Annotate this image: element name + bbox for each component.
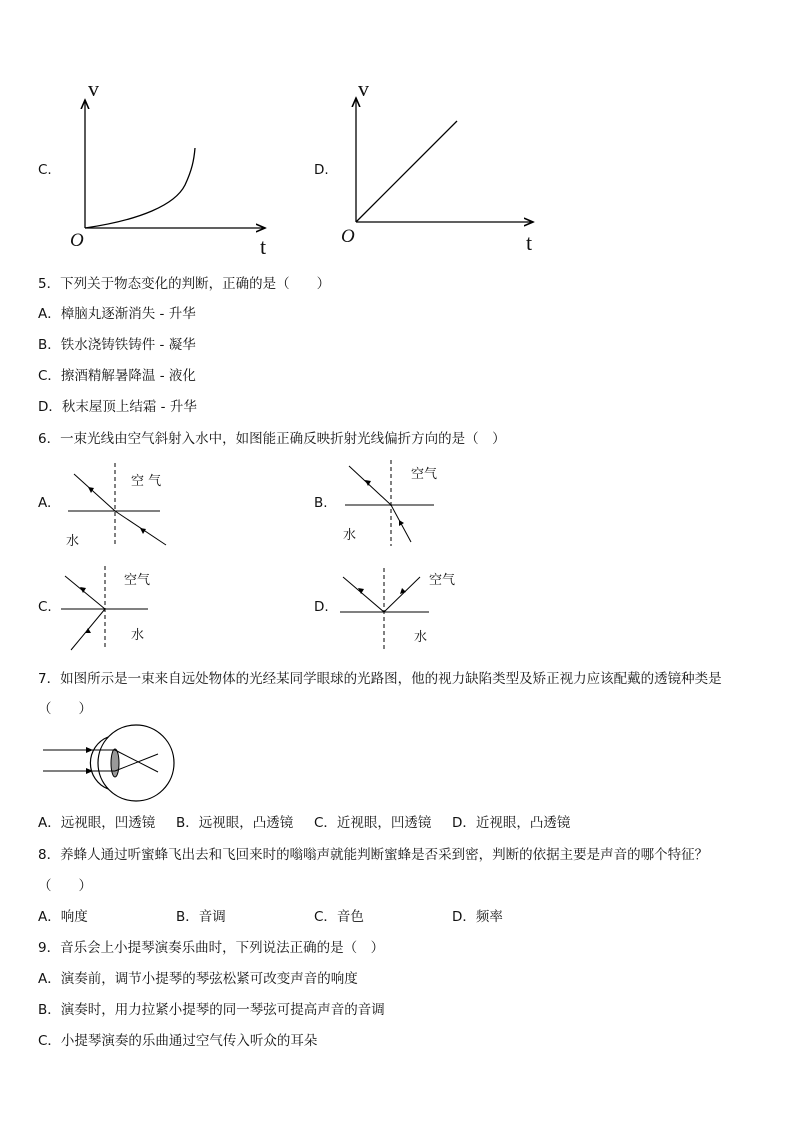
q8-stem: 8．养蜂人通过听蜜蜂飞出去和飞回来时的嗡嗡声就能判断蜜蜂是否采到密，判断的依据主要是声音的哪个特征？ bbox=[38, 847, 709, 863]
q9-option-b: B．演奏时，用力拉紧小提琴的同一琴弦可提高声音的音调 bbox=[38, 1002, 385, 1018]
q5-option-a: A．樟脑丸逐渐消失 - 升华 bbox=[38, 306, 196, 322]
graph-c-t-label: t bbox=[260, 234, 267, 259]
graph-c-origin-label: O bbox=[70, 230, 84, 251]
q5-option-d: D．秋末屋顶上结霜 - 升华 bbox=[38, 399, 197, 415]
option-d-label: D. bbox=[314, 162, 329, 178]
q7-paren: （ ） bbox=[38, 701, 92, 717]
option-c-label: C. bbox=[38, 162, 52, 178]
q8-option-d: D．频率 bbox=[452, 909, 503, 925]
q5-stem: 5．下列关于物态变化的判断，正确的是（ ） bbox=[38, 276, 331, 292]
q6-fig-d-water: 水 bbox=[414, 630, 428, 645]
q9-option-a: A．演奏前，调节小提琴的琴弦松紧可改变声音的响度 bbox=[38, 971, 358, 987]
q9-stem: 9．音乐会上小提琴演奏乐曲时，下列说法正确的是（ ） bbox=[38, 940, 385, 956]
q6-fig-d-air: 空气 bbox=[429, 573, 456, 588]
q6-fig-c-water: 水 bbox=[131, 628, 145, 643]
q5-option-b: B．铁水浇铸铁铸件 - 凝华 bbox=[38, 337, 196, 353]
q8-option-c: C．音色 bbox=[314, 909, 364, 925]
q6-fig-d-label: D. bbox=[314, 599, 329, 615]
graph-c-v-label: v bbox=[88, 76, 99, 101]
q8-option-a: A．响度 bbox=[38, 909, 88, 925]
eye-lens bbox=[111, 749, 119, 777]
q6-stem: 6．一束光线由空气斜射入水中，如图能正确反映折射光线偏折方向的是（ ） bbox=[38, 431, 506, 447]
eye-cornea bbox=[90, 737, 108, 789]
q6-fig-b-water: 水 bbox=[343, 528, 357, 543]
q7-option-d: D．近视眼，凸透镜 bbox=[452, 815, 571, 831]
graph-d-origin-label: O bbox=[341, 226, 355, 247]
graph-d-v-label: v bbox=[358, 76, 369, 101]
q7-stem: 7．如图所示是一束来自远处物体的光经某同学眼球的光路图，他的视力缺陷类型及矫正视力应该配戴的透镜种类是 bbox=[38, 671, 722, 687]
q5-option-c: C．擦酒精解暑降温 - 液化 bbox=[38, 368, 196, 384]
q6-fig-a-label: A. bbox=[38, 495, 52, 511]
q8-option-b: B．音调 bbox=[176, 909, 226, 925]
q6-fig-b-label: B. bbox=[314, 495, 328, 511]
q6-fig-b-air: 空气 bbox=[411, 467, 438, 482]
q7-option-a: A．远视眼，凹透镜 bbox=[38, 815, 156, 831]
q7-option-b: B．远视眼，凸透镜 bbox=[176, 815, 294, 831]
q6-fig-c-label: C. bbox=[38, 599, 52, 615]
q8-paren: （ ） bbox=[38, 878, 92, 894]
q6-fig-a-water: 水 bbox=[66, 534, 80, 549]
q6-fig-a-air: 空 气 bbox=[131, 474, 162, 489]
q7-option-c: C．近视眼，凹透镜 bbox=[314, 815, 432, 831]
q6-fig-c-air: 空气 bbox=[124, 573, 151, 588]
q9-option-c: C．小提琴演奏的乐曲通过空气传入听众的耳朵 bbox=[38, 1033, 318, 1049]
graph-d-t-label: t bbox=[526, 230, 533, 255]
